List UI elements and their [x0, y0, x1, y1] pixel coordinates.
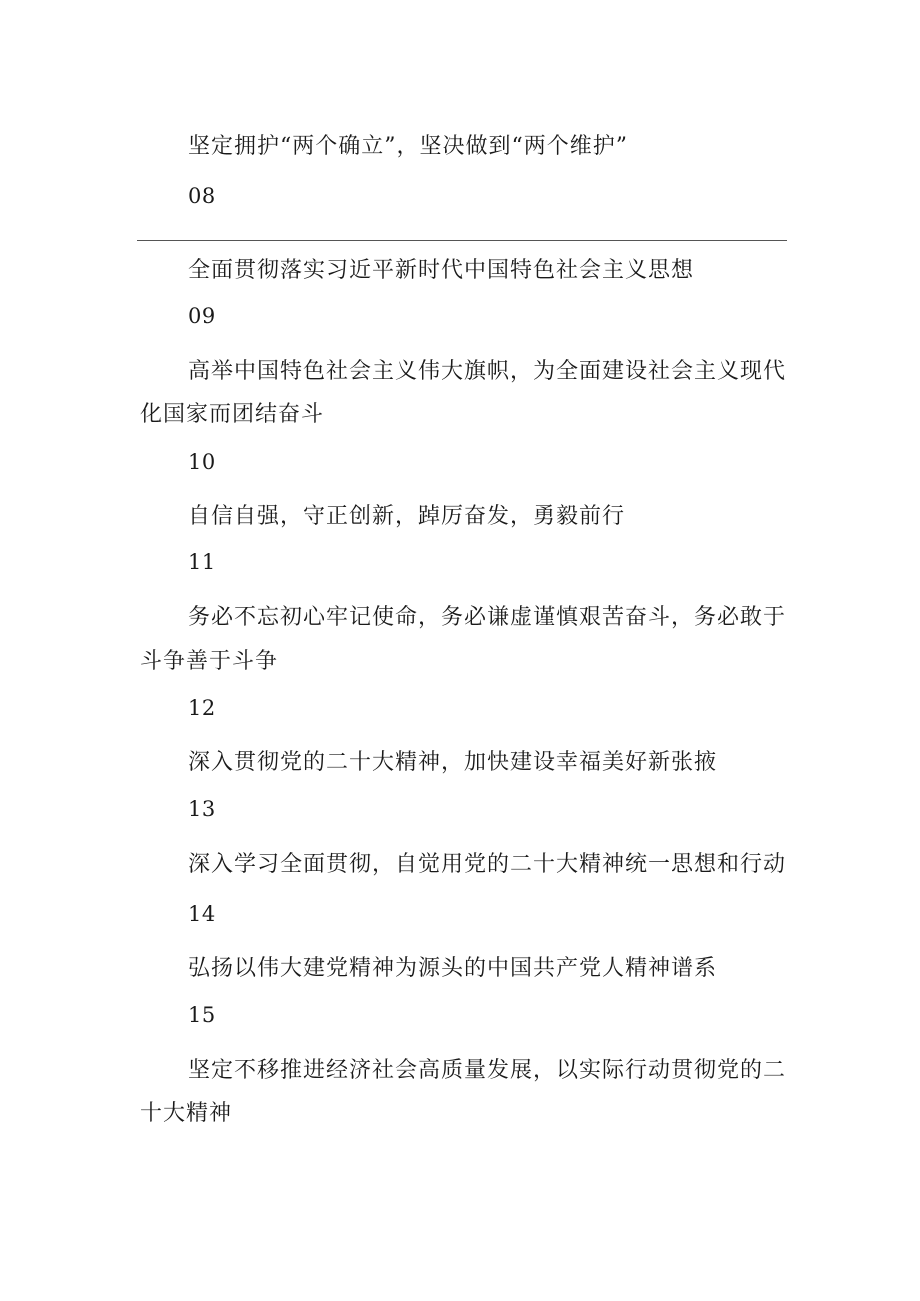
item-number: 13 — [188, 797, 216, 821]
item-title: 坚定不移推进经济社会高质量发展，以实际行动贯彻党的二 — [188, 1058, 787, 1083]
item-number: 10 — [188, 450, 216, 474]
item-number: 11 — [188, 550, 216, 574]
item-number: 14 — [188, 902, 216, 926]
item-title: 高举中国特色社会主义伟大旗帜，为全面建设社会主义现代 — [188, 359, 787, 384]
item-number: 09 — [188, 304, 216, 328]
item-title-continuation: 斗争善于斗争 — [140, 649, 279, 674]
divider-line — [137, 240, 787, 241]
item-title: 务必不忘初心牢记使命，务必谦虚谨慎艰苦奋斗，务必敢于 — [188, 605, 787, 630]
item-title: 坚定拥护“两个确立”，坚决做到“两个维护” — [188, 134, 628, 159]
item-title: 深入学习全面贯彻，自觉用党的二十大精神统一思想和行动 — [188, 852, 787, 877]
item-number: 08 — [188, 184, 216, 208]
item-title-continuation: 十大精神 — [140, 1101, 233, 1126]
item-title: 弘扬以伟大建党精神为源头的中国共产党人精神谱系 — [188, 956, 718, 981]
item-number: 12 — [188, 696, 216, 720]
item-title: 自信自强，守正创新，踔厉奋发，勇毅前行 — [188, 504, 626, 529]
item-number: 15 — [188, 1003, 216, 1027]
item-title: 深入贯彻党的二十大精神，加快建设幸福美好新张掖 — [188, 750, 718, 775]
item-title: 全面贯彻落实习近平新时代中国特色社会主义思想 — [188, 258, 695, 283]
item-title-continuation: 化国家而团结奋斗 — [140, 402, 325, 427]
